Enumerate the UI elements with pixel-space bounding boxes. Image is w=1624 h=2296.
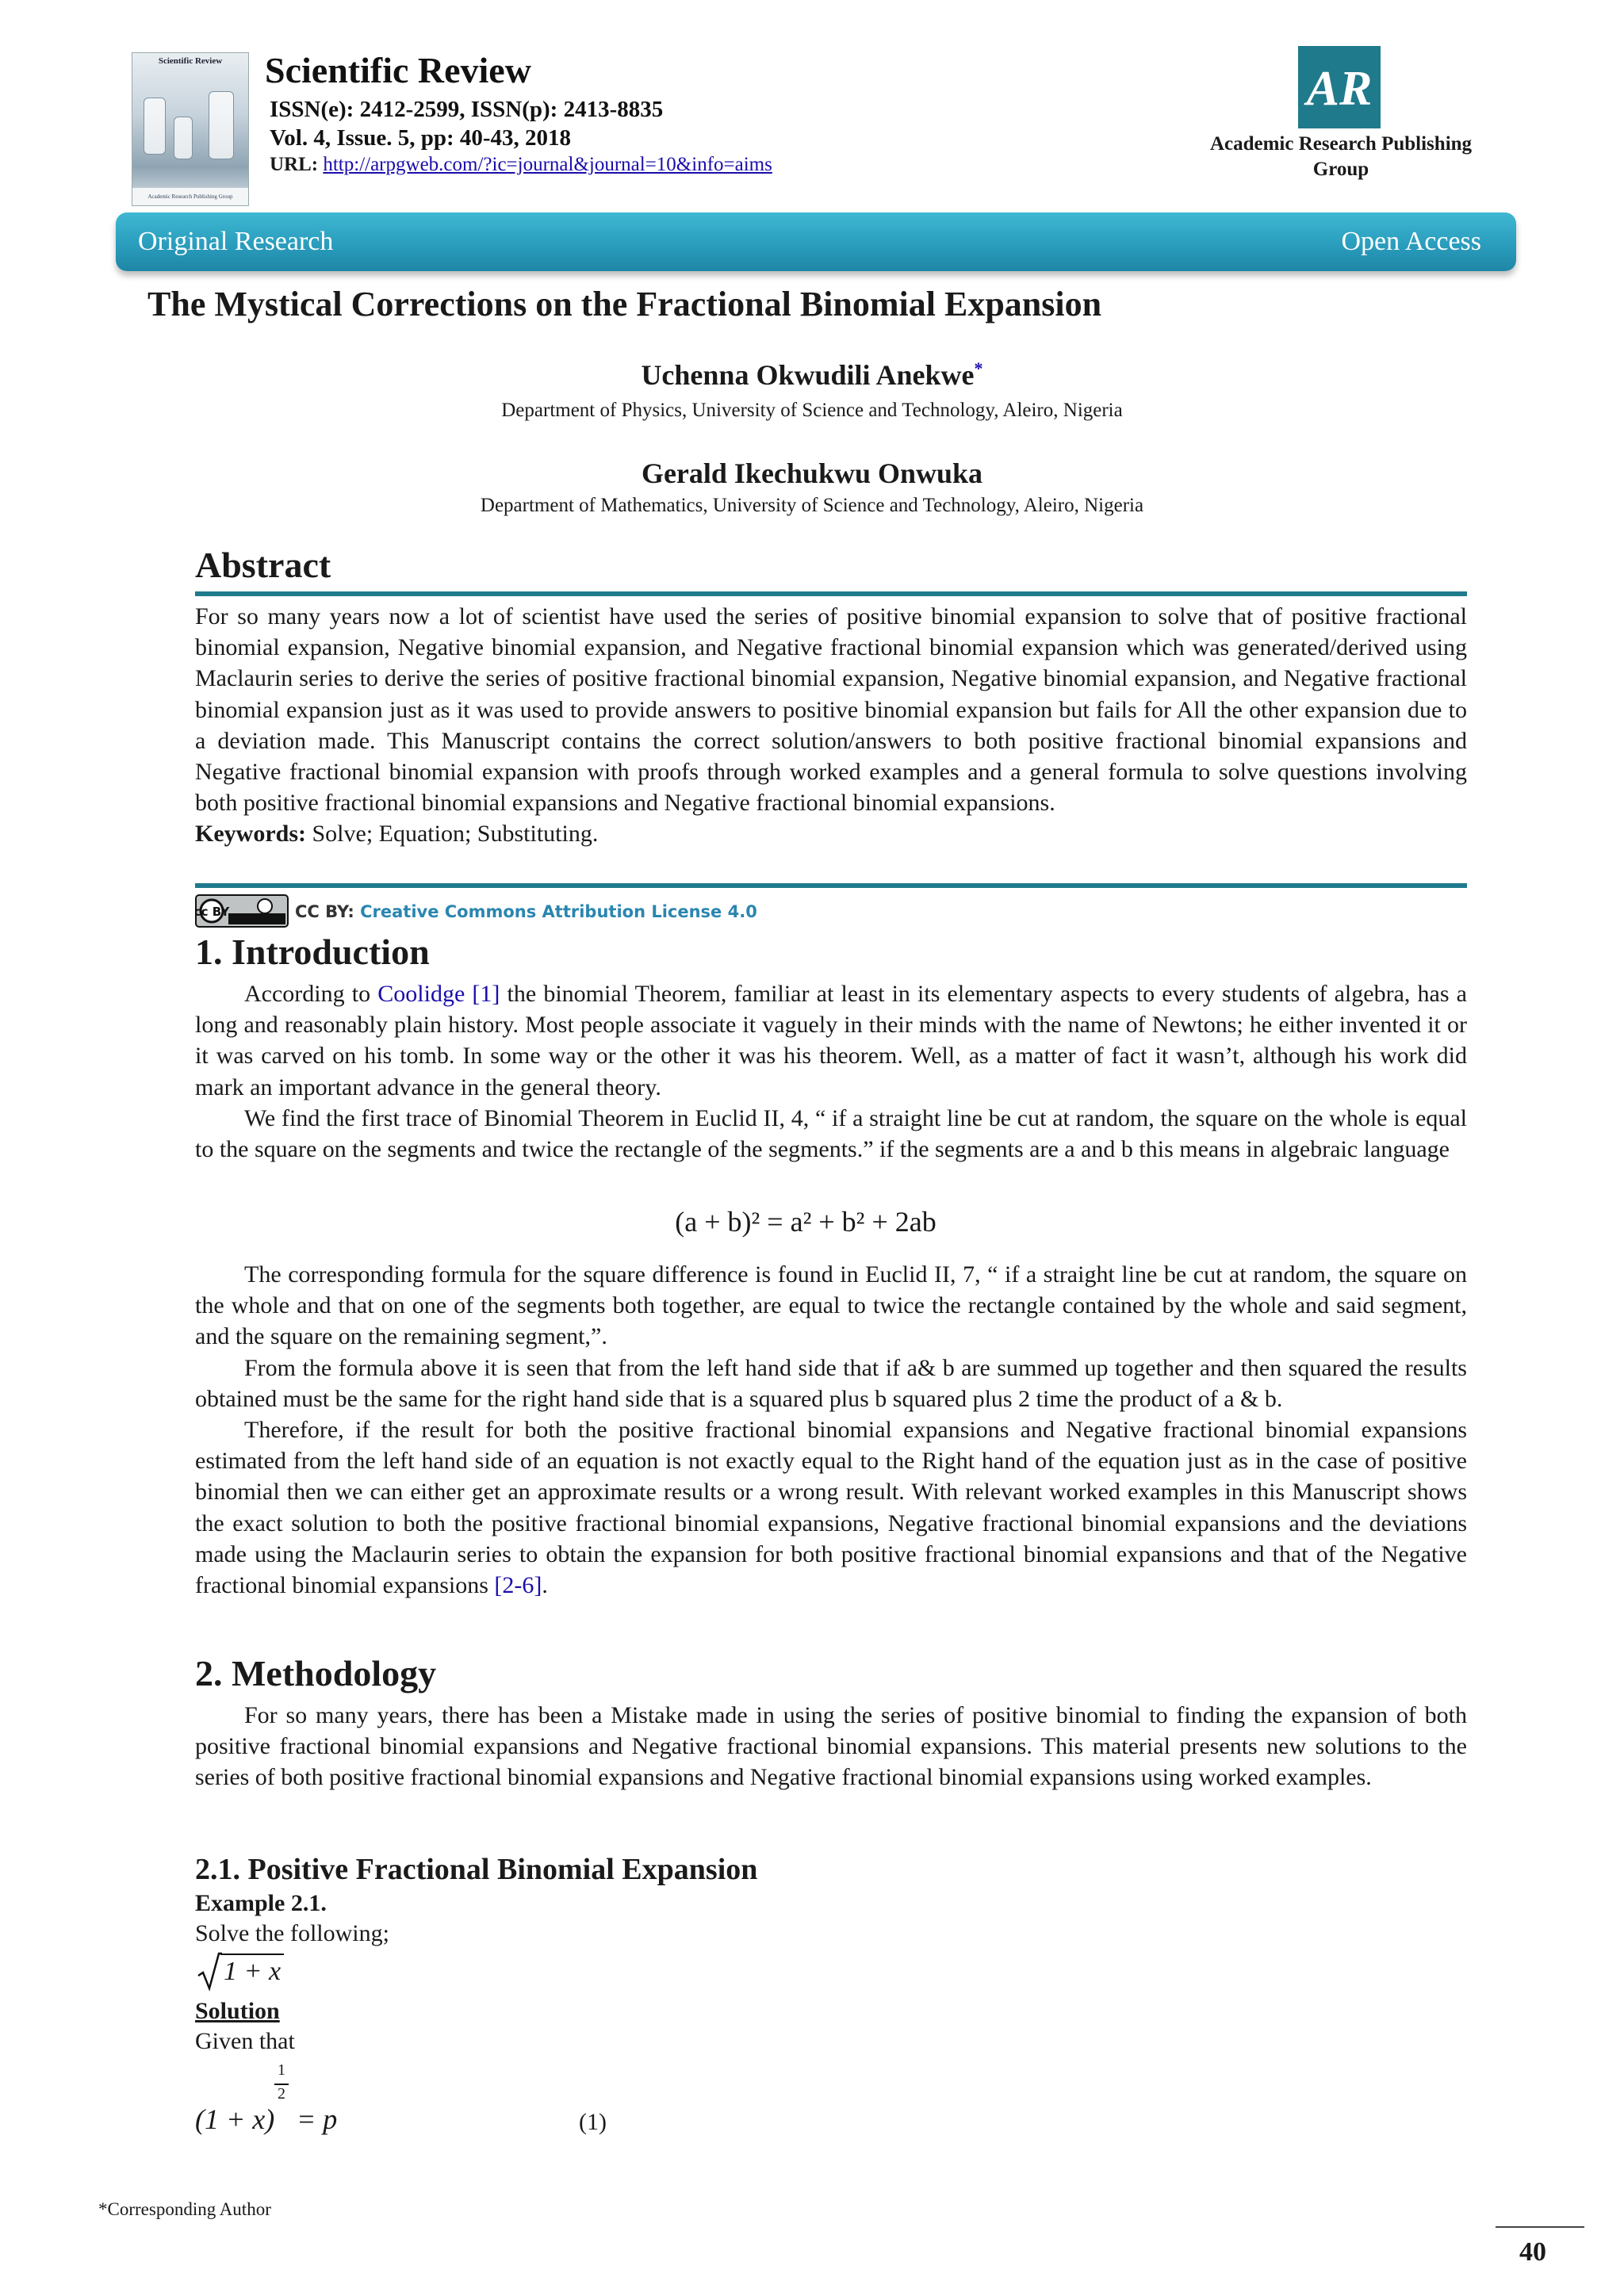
journal-url-link[interactable]: http://arpgweb.com/?ic=journal&journal=10&info=aims bbox=[323, 154, 772, 175]
equation-1 bbox=[195, 2061, 401, 2149]
abstract-bottom-rule bbox=[195, 883, 1467, 888]
introduction-body bbox=[195, 978, 1467, 1165]
cc-by-badge-icon[interactable] bbox=[195, 894, 289, 928]
abstract-top-rule bbox=[195, 591, 1467, 596]
eq1-rhs: = p bbox=[297, 2103, 338, 2135]
example-label: Example 2.1. bbox=[195, 1890, 327, 1916]
license-link[interactable]: Creative Commons Attribution License 4.0 bbox=[360, 902, 757, 921]
equation-1-number: (1) bbox=[579, 2109, 607, 2135]
introduction-body-continued bbox=[195, 1259, 1467, 1601]
methodology-body bbox=[195, 1700, 1467, 1793]
banner-open-access: Open Access bbox=[1341, 227, 1481, 256]
keywords-line bbox=[195, 818, 1467, 849]
cc-badge-text: cc BY bbox=[197, 905, 230, 919]
cover-footer: Academic Research Publishing Group bbox=[132, 188, 248, 205]
publisher-name: Academic Research Publishing Group bbox=[1209, 133, 1473, 180]
intro-paragraph-4: From the formula above it is seen that from the left hand side that if a& b are summed up together and then squared the results obtained must be the same for the right hand side that is a squared plus b squared plus 2 time the product of a & b. bbox=[195, 1354, 1467, 1412]
author-1-name: Uchenna Okwudili Anekwe bbox=[641, 359, 975, 391]
introduction-heading: 1. Introduction bbox=[195, 932, 430, 972]
license-text bbox=[295, 902, 757, 921]
intro-paragraph-2: We find the first trace of Binomial Theorem in Euclid II, 4, “ if a straight line be cut at random, the square on the whole is equal to the square on the segments and twice the rectangle of the segments.” if the segments are a and b this means in algebraic language bbox=[195, 1104, 1467, 1163]
solve-text: Solve the following; bbox=[195, 1920, 389, 1946]
method-paragraph-1: For so many years, there has been a Mistake made in using the series of positive binomial to finding the expansion of both positive fractional binomial expansions and Negative fractional binomial expansions. This material presents new solutions to the series of both positive fractional binomial expansions and Negative fractional binomial expansions using worked examples. bbox=[195, 1702, 1467, 1791]
journal-title: Scientific Review bbox=[265, 50, 531, 90]
url-label: URL: bbox=[270, 154, 319, 175]
paper-title: The Mystical Corrections on the Fractional Binomial Expansion bbox=[147, 285, 1102, 323]
banner-original-research: Original Research bbox=[138, 227, 334, 256]
intro-paragraph-3: The corresponding formula for the square difference is found in Euclid II, 7, “ if a straight line be cut at random, the square on the whole and that on one of the segments both together, are equal to twice the rectangle contained by the whole and said segment, and the square on the remaining segment,”. bbox=[195, 1261, 1467, 1350]
license-label: CC BY: bbox=[295, 902, 354, 921]
page-number-rule bbox=[1496, 2226, 1584, 2228]
corresponding-author-footnote: *Corresponding Author bbox=[98, 2199, 271, 2219]
abstract-body bbox=[195, 601, 1467, 850]
issn: ISSN(e): 2412-2599, ISSN(p): 2413-8835 bbox=[270, 97, 664, 122]
eq1-base: (1 + x) bbox=[195, 2103, 275, 2135]
volume-info: Vol. 4, Issue. 5, pp: 40-43, 2018 bbox=[270, 125, 572, 151]
binomial-square-equation bbox=[639, 1205, 972, 1238]
author-name bbox=[0, 358, 1624, 392]
flask-icon bbox=[174, 117, 193, 159]
abstract-heading: Abstract bbox=[195, 545, 331, 585]
keywords-text: Solve; Equation; Substituting. bbox=[312, 821, 599, 848]
abstract-text: For so many years now a lot of scientist have used the series of positive binomial expansion to solve that of positive fractional binomial expansion, Negative binomial expansion, and Negative fractional binomial expansion which was generated/derived using Maclaurin series to derive the series of positive fractional binomial expansion, Negative binomial expansion, and Negative fractional binomial expansion just as it was used to provide answers to positive binomial expansion but fails for All the other expansion due to a deviation made. This Manuscript contains the correct solution/answers to both positive fractional binomial expansions and Negative fractional binomial expansion with proofs through worked examples and a general formula to solve questions involving both positive fractional binomial expansions and Negative fractional binomial expansions. bbox=[195, 603, 1467, 817]
corresponding-mark[interactable]: * bbox=[974, 358, 983, 378]
given-text: Given that bbox=[195, 2028, 295, 2054]
radicand: 1 + x bbox=[224, 1957, 282, 1986]
publisher-logo-text: AR bbox=[1306, 62, 1373, 116]
eq1-exponent-numerator: 1 bbox=[278, 2061, 285, 2079]
equation-text: (a + b)² = a² + b² + 2ab bbox=[675, 1206, 936, 1238]
intro-p5-end: . bbox=[542, 1572, 548, 1599]
intro-p1-lead: According to bbox=[244, 981, 371, 1007]
intro-paragraph-1 bbox=[195, 978, 1467, 1103]
methodology-heading: 2. Methodology bbox=[195, 1653, 437, 1693]
journal-cover-image bbox=[132, 52, 249, 206]
radical-sign-icon bbox=[197, 1952, 222, 1992]
flask-icon bbox=[209, 91, 234, 159]
url-line bbox=[270, 154, 772, 176]
ar-logo-icon bbox=[1301, 49, 1377, 125]
author-2-affiliation: Department of Mathematics, University of Science and Technology, Aleiro, Nigeria bbox=[480, 495, 1144, 516]
subsection-heading: 2.1. Positive Fractional Binomial Expansion bbox=[195, 1853, 758, 1886]
article-type-banner bbox=[116, 212, 1516, 271]
citation-coolidge-link[interactable]: Coolidge [1] bbox=[377, 981, 500, 1007]
intro-p5-text: Therefore, if the result for both the positive fractional binomial expansions and Negative fractional binomial expansions estimated from the left hand side of an equation is not exactly equal to the Right hand of the equation just as in the case of positive binomial then we can either get an approximate results or a wrong result. With relevant worked examples in this Manuscript shows the exact solution to both the positive fractional binomial expansions, Negative fractional binomial expansions and the deviations made using the Maclaurin series to obtain the expansion for both positive fractional binomial expansions and that of the Negative fractional binomial expansions bbox=[195, 1417, 1467, 1599]
author-2-name: Gerald Ikechukwu Onwuka bbox=[641, 457, 983, 489]
intro-p1-rest: the binomial Theorem, familiar at least in its elementary aspects to every students of algebra, has a long and reasonably plain history. Most people associate it vaguely in their minds with the name of Newtons; he either invented it or it was carved on his tomb. In some way or the other it was his theorem. Well, as a matter of fact it wasn’t, although his work did mark an important advance in the general theory. bbox=[195, 981, 1467, 1100]
keywords-label: Keywords: bbox=[195, 821, 306, 848]
citation-2-6-link[interactable]: [2-6] bbox=[494, 1572, 542, 1599]
page-number: 40 bbox=[1519, 2237, 1546, 2267]
cover-title: Scientific Review bbox=[158, 56, 223, 66]
solution-label: Solution bbox=[195, 1998, 280, 2024]
eq1-exponent-denominator: 2 bbox=[278, 2085, 285, 2103]
publisher-logo bbox=[1298, 46, 1381, 128]
flask-icon bbox=[144, 98, 166, 155]
sqrt-expression bbox=[197, 1952, 284, 1992]
intro-paragraph-5 bbox=[195, 1414, 1467, 1601]
author-1-affiliation: Department of Physics, University of Science and Technology, Aleiro, Nigeria bbox=[501, 400, 1123, 421]
